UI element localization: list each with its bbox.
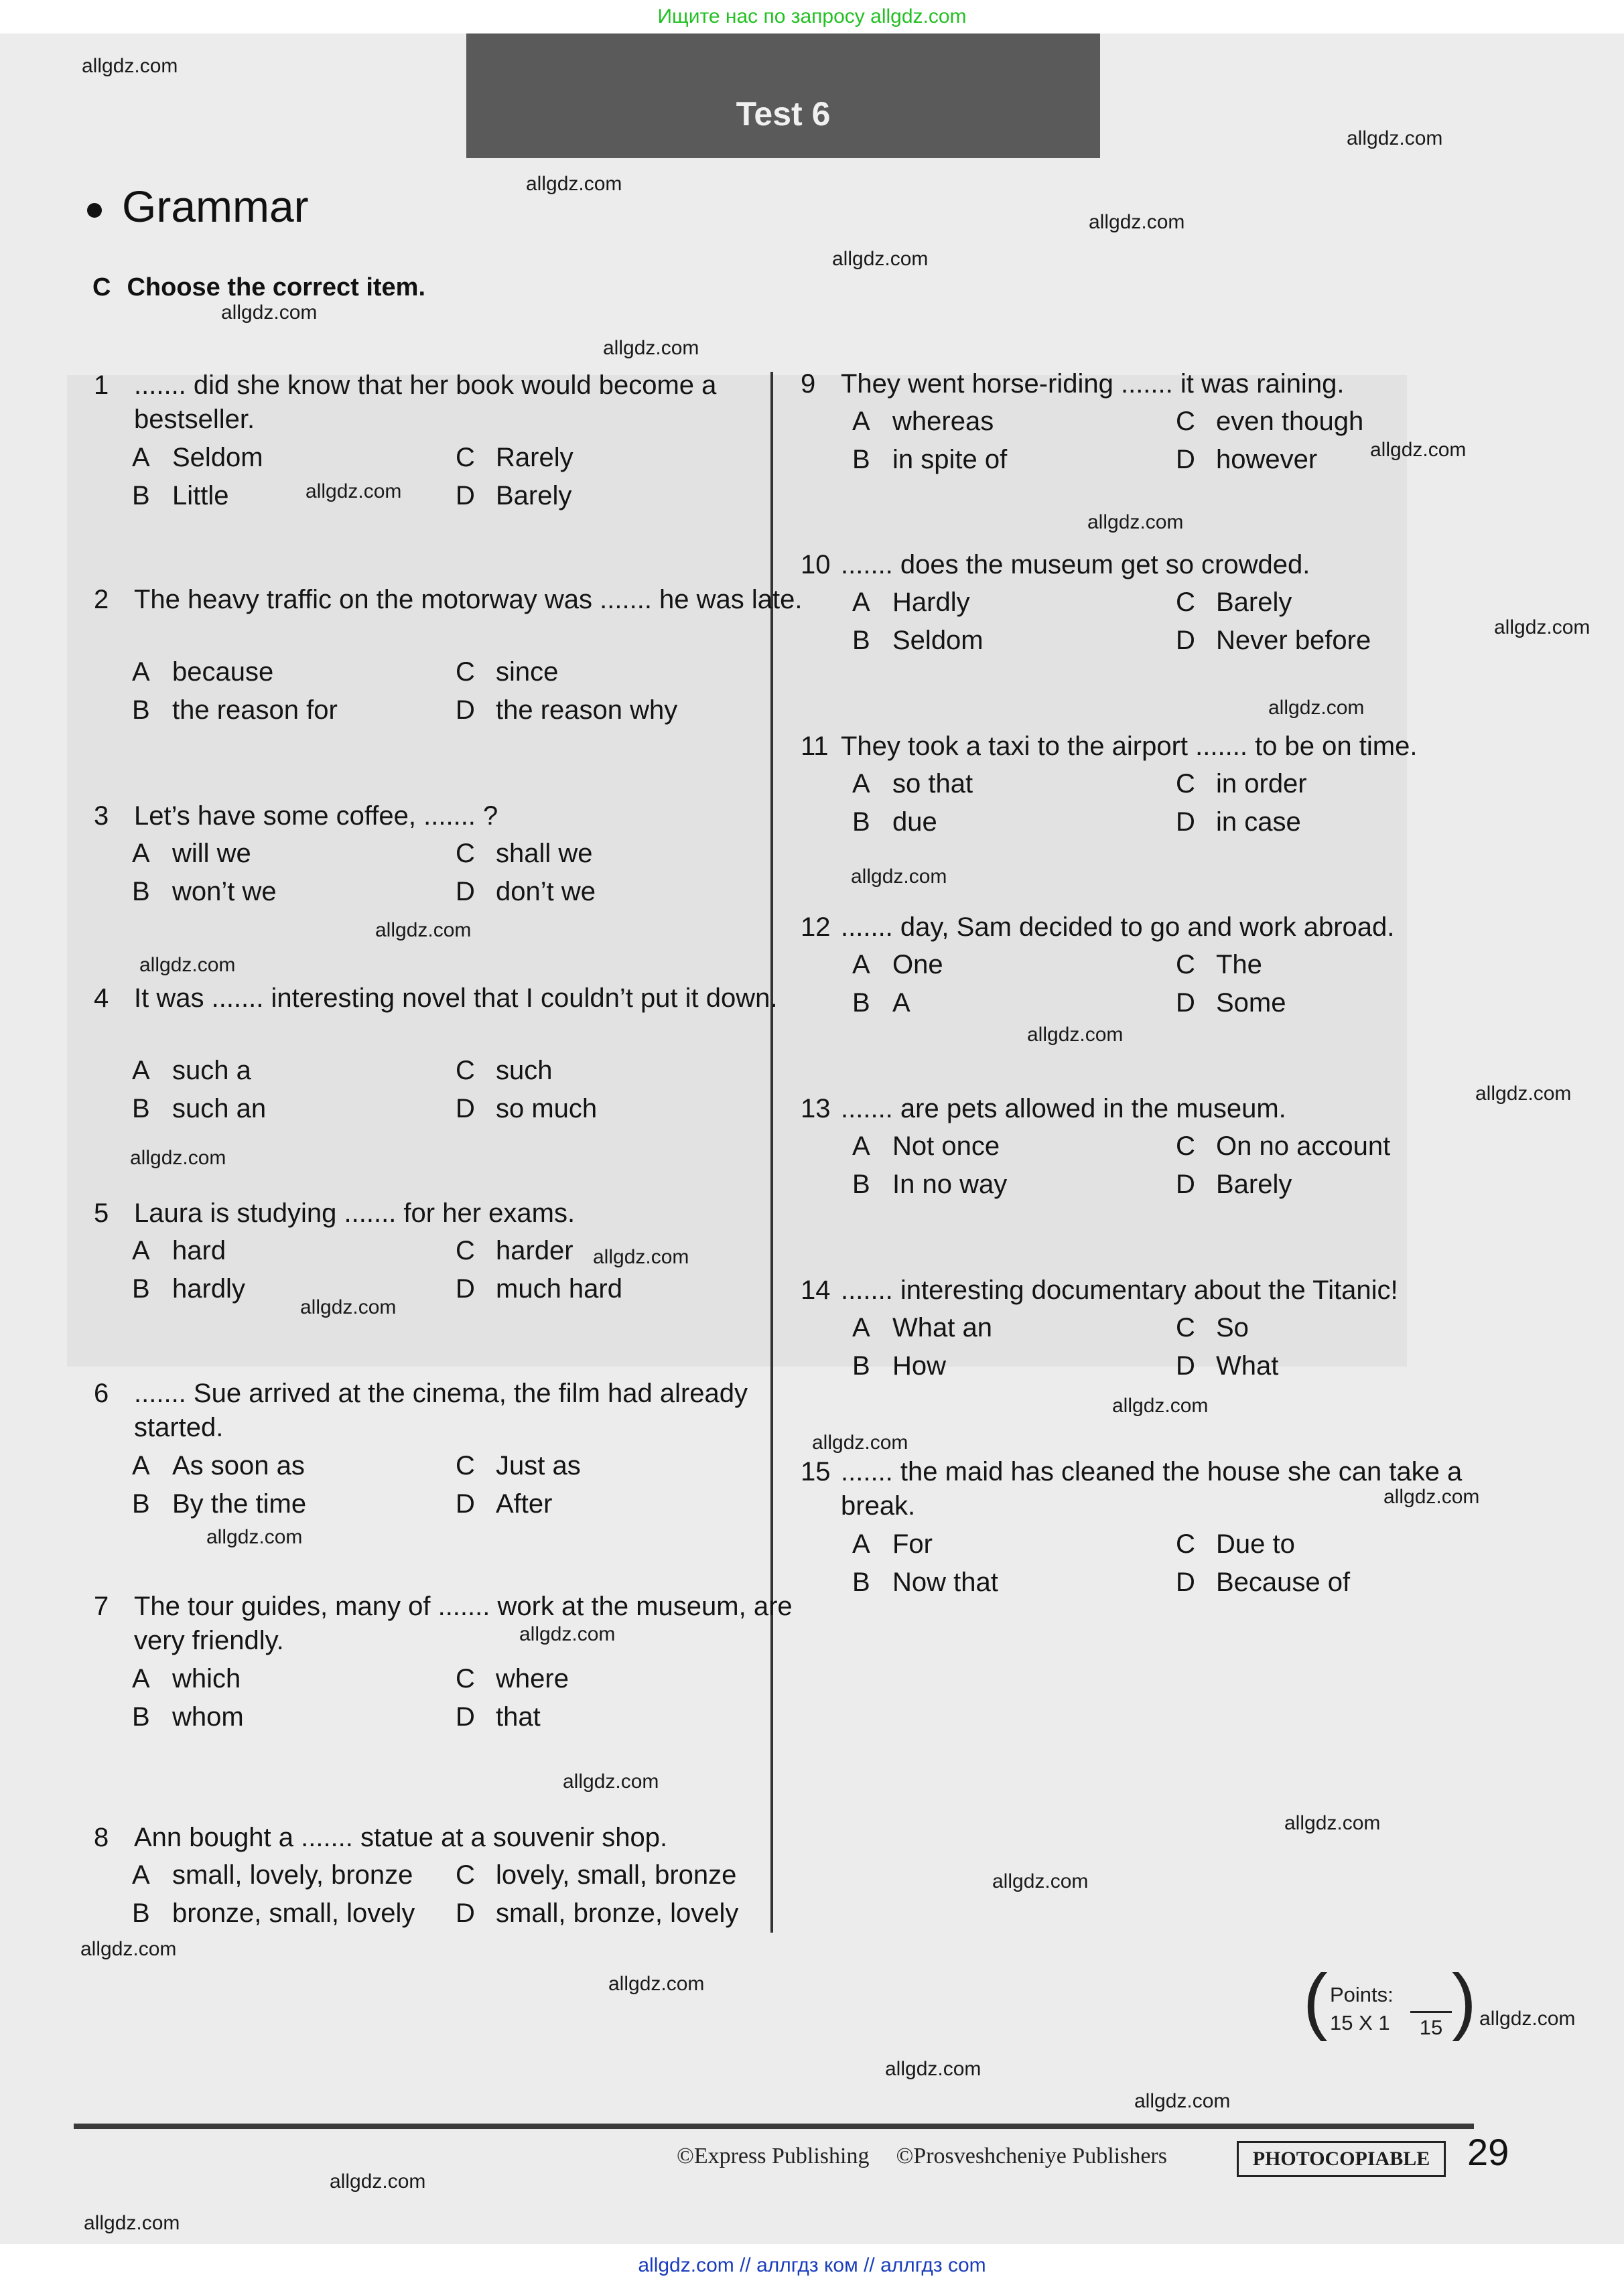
option-b[interactable]: B such an — [132, 1094, 267, 1123]
question-3 — [94, 799, 757, 913]
section-title — [87, 181, 309, 232]
watermark: allgdz.com — [206, 1526, 303, 1548]
section-title-text: Grammar — [122, 182, 309, 231]
option-text: Seldom — [172, 443, 263, 472]
option-a[interactable]: A As soon as — [132, 1451, 305, 1480]
option-a[interactable]: A because — [132, 657, 274, 687]
watermark: allgdz.com — [1027, 1024, 1124, 1046]
question-number: 12 — [801, 912, 831, 942]
option-c[interactable]: C On no account — [1176, 1131, 1391, 1161]
option-d[interactable]: D Because of — [1176, 1568, 1351, 1597]
question-stem: ....... interesting documentary about the Titanic! — [841, 1275, 1398, 1305]
option-a[interactable]: A Hardly — [852, 587, 970, 617]
question-stem: Laura is studying ....... for her exams. — [134, 1198, 576, 1228]
option-c[interactable]: C shall we — [456, 839, 593, 868]
photocopiable-badge: PHOTOCOPIABLE — [1237, 2141, 1446, 2177]
option-text: Never before — [1216, 626, 1371, 655]
question-14 — [801, 1273, 1491, 1387]
watermark: allgdz.com — [851, 865, 947, 888]
watermark: allgdz.com — [1370, 439, 1467, 461]
watermark: allgdz.com — [519, 1623, 616, 1645]
option-c[interactable]: C Barely — [1176, 587, 1292, 617]
option-text: even though — [1216, 407, 1364, 436]
option-c[interactable]: C Rarely — [456, 443, 573, 472]
question-11 — [801, 730, 1491, 843]
option-text: In no way — [892, 1170, 1008, 1199]
option-a[interactable]: A small, lovely, bronze — [132, 1860, 413, 1890]
option-text: in spite of — [892, 445, 1008, 474]
option-text: How — [892, 1351, 947, 1381]
question-10 — [801, 548, 1491, 662]
question-number: 8 — [94, 1823, 109, 1852]
question-number: 4 — [94, 983, 109, 1013]
question-number: 7 — [94, 1592, 109, 1621]
option-a[interactable]: A so that — [852, 769, 973, 799]
option-b[interactable]: B hardly — [132, 1274, 245, 1304]
question-stem: ....... did she know that her book would become a bestseller. — [134, 370, 717, 434]
question-stem: ....... are pets allowed in the museum. — [841, 1094, 1286, 1123]
question-8 — [94, 1821, 757, 1935]
watermark: allgdz.com — [1347, 127, 1443, 149]
option-text: because — [172, 657, 274, 687]
points-label: Points: — [1330, 1983, 1394, 2006]
question-stem: ....... the maid has cleaned the house she can take a break. — [841, 1457, 1463, 1521]
option-d[interactable]: D Barely — [456, 481, 572, 510]
points-box — [1303, 1959, 1477, 2047]
option-d[interactable]: D much hard — [456, 1274, 622, 1304]
watermark: allgdz.com — [832, 248, 929, 270]
option-c[interactable]: C such — [456, 1056, 553, 1085]
option-c[interactable]: C harder — [456, 1236, 573, 1265]
option-text: One — [892, 950, 943, 979]
option-d[interactable]: D so much — [456, 1094, 598, 1123]
watermark: allgdz.com — [608, 1973, 705, 1995]
watermark: allgdz.com — [1475, 1083, 1572, 1105]
question-number: 15 — [801, 1457, 831, 1486]
option-c[interactable]: C Due to — [1176, 1529, 1295, 1559]
option-text: A — [892, 988, 910, 1018]
option-text: so that — [892, 769, 973, 799]
watermark: allgdz.com — [82, 55, 178, 77]
watermark: allgdz.com — [1383, 1486, 1480, 1508]
option-text: Barely — [1216, 587, 1292, 617]
option-text: lovely, small, bronze — [496, 1860, 737, 1890]
watermark: allgdz.com — [84, 2212, 180, 2234]
option-a[interactable]: A What an — [852, 1313, 992, 1342]
option-c[interactable]: C where — [456, 1664, 569, 1693]
option-a[interactable]: A hard — [132, 1236, 226, 1265]
option-text: the reason for — [172, 695, 338, 725]
watermark: allgdz.com — [526, 173, 622, 195]
option-text: For — [892, 1529, 933, 1559]
watermark: allgdz.com — [1134, 2090, 1231, 2112]
option-a[interactable]: A which — [132, 1664, 241, 1693]
option-text: Because of — [1216, 1568, 1351, 1597]
watermark: allgdz.com — [812, 1432, 908, 1454]
question-stem: It was ....... interesting novel that I couldn’t put it down. — [134, 983, 778, 1013]
option-d[interactable]: D however — [1176, 445, 1318, 474]
option-text: small, bronze, lovely — [496, 1898, 739, 1928]
option-text: By the time — [172, 1489, 307, 1519]
option-c[interactable]: C since — [456, 657, 559, 687]
option-text: due — [892, 807, 937, 837]
left-paren: ( — [1303, 1959, 1328, 2042]
option-text: As soon as — [172, 1451, 305, 1480]
question-number: 14 — [801, 1275, 831, 1305]
option-text: What an — [892, 1313, 992, 1342]
question-1 — [94, 368, 757, 516]
option-text: Hardly — [892, 587, 970, 617]
watermark: allgdz.com — [300, 1296, 397, 1318]
question-9 — [801, 367, 1491, 481]
option-a[interactable]: A such a — [132, 1056, 251, 1085]
question-number: 5 — [94, 1198, 109, 1228]
test-header: Test 6 — [466, 33, 1100, 158]
publisher-2: ©Prosveshcheniye Publishers — [896, 2144, 1167, 2168]
points-formula: 15 X 1 — [1330, 2011, 1390, 2034]
option-text: whereas — [892, 407, 994, 436]
question-number: 11 — [801, 732, 829, 761]
footer-publishers — [677, 2144, 1194, 2169]
option-c[interactable]: C even though — [1176, 407, 1364, 436]
option-text: in order — [1216, 769, 1307, 799]
watermark: allgdz.com — [306, 480, 402, 502]
option-d[interactable]: D the reason why — [456, 695, 678, 725]
question-6 — [94, 1377, 757, 1524]
watermark: allgdz.com — [593, 1246, 689, 1268]
option-text: After — [496, 1489, 553, 1519]
option-d[interactable]: D Never before — [1176, 626, 1371, 655]
option-text: since — [496, 657, 559, 687]
option-text: What — [1216, 1351, 1279, 1381]
watermark: allgdz.com — [992, 1870, 1089, 1892]
watermark: allgdz.com — [1494, 616, 1591, 638]
question-number: 6 — [94, 1379, 109, 1408]
task-instruction — [92, 273, 425, 302]
option-b[interactable]: B the reason for — [132, 695, 338, 725]
option-b[interactable]: B bronze, small, lovely — [132, 1898, 415, 1928]
option-d[interactable]: D Some — [1176, 988, 1286, 1018]
option-d[interactable]: D What — [1176, 1351, 1279, 1381]
question-2 — [94, 583, 803, 730]
question-stem: ....... day, Sam decided to go and work abroad. — [841, 912, 1395, 942]
question-13 — [801, 1092, 1491, 1206]
option-c[interactable]: C in order — [1176, 769, 1307, 799]
watermark: allgdz.com — [139, 954, 236, 976]
option-a[interactable]: A whereas — [852, 407, 994, 436]
option-text: in case — [1216, 807, 1301, 837]
option-text: hardly — [172, 1274, 245, 1304]
option-text: such — [496, 1056, 553, 1085]
option-b[interactable]: B Now that — [852, 1568, 998, 1597]
option-text: such an — [172, 1094, 267, 1123]
watermark: allgdz.com — [375, 919, 472, 941]
points-total: 15 — [1410, 2011, 1452, 2040]
watermark: allgdz.com — [130, 1147, 226, 1169]
option-text: whom — [172, 1702, 244, 1732]
option-text: harder — [496, 1236, 573, 1265]
question-number: 2 — [94, 585, 109, 614]
option-text: so much — [496, 1094, 598, 1123]
question-number: 13 — [801, 1094, 831, 1123]
right-paren: ) — [1452, 1959, 1477, 2042]
option-d[interactable]: D After — [456, 1489, 553, 1519]
option-text: won’t we — [172, 877, 277, 906]
watermark: allgdz.com — [80, 1938, 177, 1960]
option-text: the reason why — [496, 695, 678, 725]
option-a[interactable]: A will we — [132, 839, 251, 868]
question-number: 9 — [801, 369, 816, 399]
option-text: that — [496, 1702, 541, 1732]
publisher-1: ©Express Publishing — [677, 2144, 870, 2168]
page-number: 29 — [1467, 2131, 1509, 2173]
option-d[interactable]: D small, bronze, lovely — [456, 1898, 739, 1928]
option-text: Barely — [1216, 1170, 1292, 1199]
option-b[interactable]: B A — [852, 988, 910, 1018]
option-b[interactable]: B due — [852, 807, 937, 837]
watermark: allgdz.com — [1268, 697, 1365, 719]
question-stem: The heavy traffic on the motorway was ....... he was late. — [134, 585, 803, 614]
option-text: Now that — [892, 1568, 998, 1597]
option-d[interactable]: D don’t we — [456, 877, 596, 906]
option-a[interactable]: A One — [852, 950, 943, 979]
watermark: allgdz.com — [1479, 2008, 1576, 2030]
option-text: where — [496, 1664, 569, 1693]
option-text: however — [1216, 445, 1318, 474]
option-b[interactable]: B By the time — [132, 1489, 307, 1519]
bullet-icon — [87, 203, 102, 218]
option-text: which — [172, 1664, 241, 1693]
option-text: such a — [172, 1056, 251, 1085]
option-b[interactable]: B Seldom — [852, 626, 984, 655]
bottom-banner[interactable]: allgdz.com // аллгдз ком // аллгдз com — [0, 2245, 1624, 2285]
option-d[interactable]: D Barely — [1176, 1170, 1292, 1199]
question-12 — [801, 910, 1491, 1024]
footer-rule — [74, 2124, 1474, 2129]
top-banner[interactable]: Ищите нас по запросу allgdz.com — [0, 0, 1624, 33]
question-stem: They took a taxi to the airport ....... to be on time. — [841, 732, 1418, 761]
option-text: bronze, small, lovely — [172, 1898, 415, 1928]
watermark: allgdz.com — [1087, 511, 1184, 533]
question-stem: ....... does the museum get so crowded. — [841, 550, 1310, 579]
question-stem: The tour guides, many of ....... work at the museum, are very friendly. — [134, 1592, 793, 1655]
option-text: Little — [172, 481, 229, 510]
option-text: Due to — [1216, 1529, 1295, 1559]
watermark: allgdz.com — [1089, 211, 1185, 233]
watermark: allgdz.com — [1284, 1812, 1381, 1834]
option-c[interactable]: C Just as — [456, 1451, 581, 1480]
option-text: Seldom — [892, 626, 984, 655]
question-stem: They went horse-riding ....... it was raining. — [841, 369, 1345, 399]
option-text: So — [1216, 1313, 1249, 1342]
option-c[interactable]: C So — [1176, 1313, 1249, 1342]
question-number: 10 — [801, 550, 831, 579]
question-7 — [94, 1590, 793, 1737]
option-text: On no account — [1216, 1131, 1391, 1161]
option-text: shall we — [496, 839, 593, 868]
option-text: Just as — [496, 1451, 581, 1480]
option-text: don’t we — [496, 877, 596, 906]
watermark: allgdz.com — [563, 1771, 659, 1793]
option-a[interactable]: A Seldom — [132, 443, 263, 472]
task-instruction-text: Choose the correct item. — [127, 273, 426, 301]
option-text: Barely — [496, 481, 572, 510]
option-c[interactable]: C The — [1176, 950, 1262, 979]
option-text: Rarely — [496, 443, 573, 472]
option-text: hard — [172, 1236, 226, 1265]
watermark: allgdz.com — [221, 301, 318, 324]
watermark: allgdz.com — [885, 2058, 982, 2080]
question-4 — [94, 981, 778, 1129]
watermark: allgdz.com — [1112, 1395, 1209, 1417]
watermark: allgdz.com — [330, 2170, 426, 2193]
option-text: small, lovely, bronze — [172, 1860, 413, 1890]
option-d[interactable]: D in case — [1176, 807, 1301, 837]
option-d[interactable]: D that — [456, 1702, 541, 1732]
option-b[interactable]: B In no way — [852, 1170, 1008, 1199]
watermark: allgdz.com — [603, 337, 699, 359]
option-text: Not once — [892, 1131, 1000, 1161]
option-text: The — [1216, 950, 1262, 979]
option-b[interactable]: B won’t we — [132, 877, 277, 906]
option-text: Some — [1216, 988, 1286, 1018]
question-number: 3 — [94, 801, 109, 831]
option-text: much hard — [496, 1274, 622, 1304]
question-number: 1 — [94, 370, 109, 400]
option-a[interactable]: A Not once — [852, 1131, 1000, 1161]
option-b[interactable]: B whom — [132, 1702, 244, 1732]
question-stem: Ann bought a ....... statue at a souvenir shop. — [134, 1823, 668, 1852]
option-a[interactable]: A For — [852, 1529, 933, 1559]
task-letter: C — [92, 273, 111, 301]
question-15 — [801, 1455, 1491, 1602]
option-b[interactable]: B Little — [132, 481, 229, 510]
question-stem: Let’s have some coffee, ....... ? — [134, 801, 498, 831]
option-c[interactable]: C lovely, small, bronze — [456, 1860, 737, 1890]
option-b[interactable]: B in spite of — [852, 445, 1008, 474]
question-stem: ....... Sue arrived at the cinema, the film had already started. — [134, 1379, 748, 1442]
option-b[interactable]: B How — [852, 1351, 947, 1381]
option-text: will we — [172, 839, 251, 868]
